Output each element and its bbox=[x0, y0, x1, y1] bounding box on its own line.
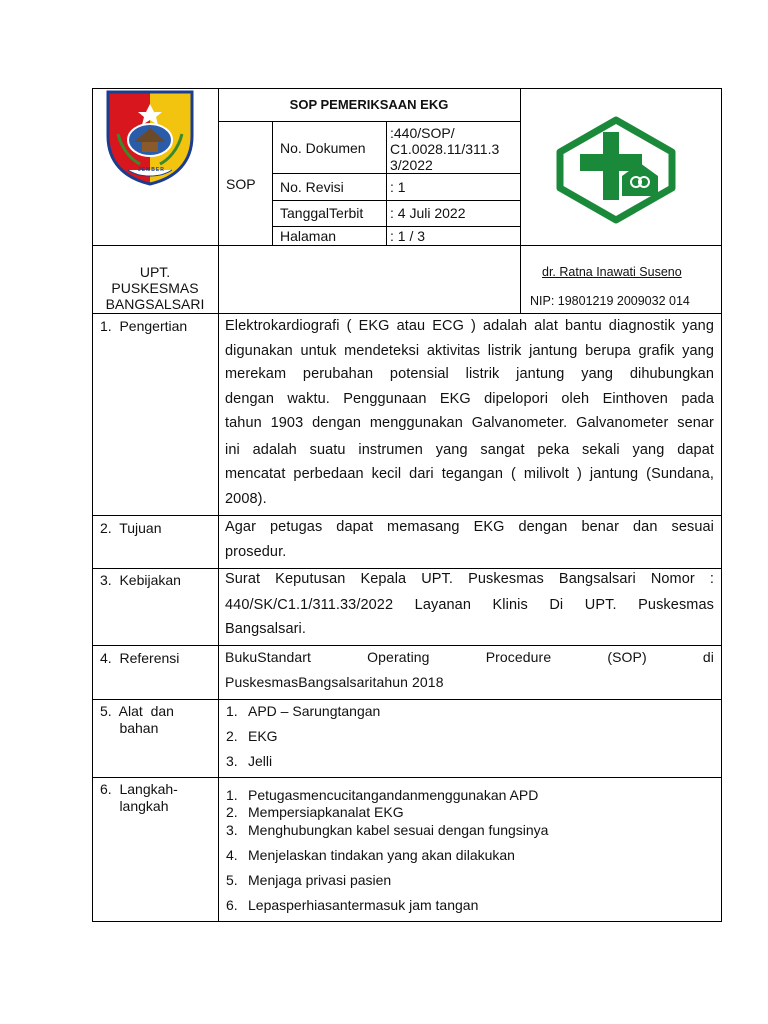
body-line: Bangsalsari. bbox=[225, 621, 306, 637]
list-item: 3. Menghubungkan kabel sesuai dengan fungsinya bbox=[226, 822, 549, 838]
body-line: BukuStandart Operating Procedure (SOP) di bbox=[225, 649, 714, 665]
list-item: 6. Lepasperhiasantermasuk jam tangan bbox=[226, 897, 479, 913]
section-label-langkah: 6. Langkah- langkah bbox=[100, 781, 178, 814]
section-label-kebijakan: 3. Kebijakan bbox=[100, 572, 181, 588]
list-item: 3. Jelli bbox=[226, 753, 273, 769]
sop-label: SOP bbox=[226, 176, 256, 192]
list-item: 1. Petugasmencucitangandanmenggunakan APD bbox=[226, 787, 539, 803]
body-line: tahun 1903 dengan menggunakan Galvanometer. Galvanometer senar bbox=[225, 415, 714, 431]
body-line: Elektrokardiografi ( EKG atau ECG ) adalah alat bantu diagnostik yang bbox=[225, 318, 714, 334]
list-item: 4. Menjelaskan tindakan yang akan dilakukan bbox=[226, 847, 515, 863]
section-label-tujuan: 2. Tujuan bbox=[100, 520, 162, 536]
puskesmas-logo bbox=[556, 116, 676, 224]
body-line: 2008). bbox=[225, 491, 267, 507]
body-line: mencatat perbedaan kecil dari tegangan ( milivolt ) jantung (Sundana, bbox=[225, 466, 714, 482]
section-label-alat-bahan: 5. Alat dan bahan bbox=[100, 703, 174, 736]
unit-name: UPT. PUSKESMAS BANGSALSARI bbox=[105, 264, 205, 312]
body-line: dengan waktu. Penggunaan EKG dipelopori oleh Einthoven pada bbox=[225, 391, 714, 407]
emblem-text: JEMBER bbox=[138, 167, 165, 173]
body-line: PuskesmasBangsalsaritahun 2018 bbox=[225, 674, 444, 690]
list-item: 2. Mempersiapkanalat EKG bbox=[226, 804, 404, 820]
body-line: 440/SK/C1.1/311.33/2022 Layanan Klinis Di UPT. Puskesmas bbox=[225, 597, 714, 613]
body-line: prosedur. bbox=[225, 544, 287, 560]
section-label-referensi: 4. Referensi bbox=[100, 650, 180, 666]
body-line: Agar petugas dapat memasang EKG dengan benar dan sesuai bbox=[225, 519, 714, 535]
field-value-revision: : 1 bbox=[390, 179, 406, 195]
field-value-page: : 1 / 3 bbox=[390, 228, 426, 244]
field-label-document-number: No. Dokumen bbox=[280, 140, 366, 156]
list-item: 1. APD – Sarungtangan bbox=[226, 703, 381, 719]
field-label-page: Halaman bbox=[280, 228, 337, 244]
signatory-nip: NIP: 19801219 2009032 014 bbox=[530, 294, 690, 308]
body-line: merekam perubahan potensial listrik jantung yang dihubungkan bbox=[225, 366, 714, 382]
document-title: SOP PEMERIKSAAN EKG bbox=[289, 97, 449, 112]
jember-emblem-logo bbox=[104, 90, 196, 188]
field-label-publish-date: TanggalTerbit bbox=[280, 205, 364, 221]
field-value-document-number: :440/SOP/ C1.0028.11/311.3 3/2022 bbox=[390, 125, 500, 173]
body-line: Surat Keputusan Kepala UPT. Puskesmas Bangsalsari Nomor : bbox=[225, 571, 714, 587]
field-value-publish-date: : 4 Juli 2022 bbox=[390, 205, 466, 221]
list-item: 2. EKG bbox=[226, 728, 278, 744]
signatory-name: dr. Ratna Inawati Suseno bbox=[542, 265, 682, 279]
field-label-revision: No. Revisi bbox=[280, 179, 344, 195]
list-item: 5. Menjaga privasi pasien bbox=[226, 872, 392, 888]
body-line: ini adalah suatu instrumen yang sangat peka sekali yang dapat bbox=[225, 442, 714, 458]
body-line: digunakan untuk mendeteksi aktivitas listrik jantung berupa grafik yang bbox=[225, 343, 714, 359]
section-label-pengertian: 1. Pengertian bbox=[100, 318, 188, 334]
